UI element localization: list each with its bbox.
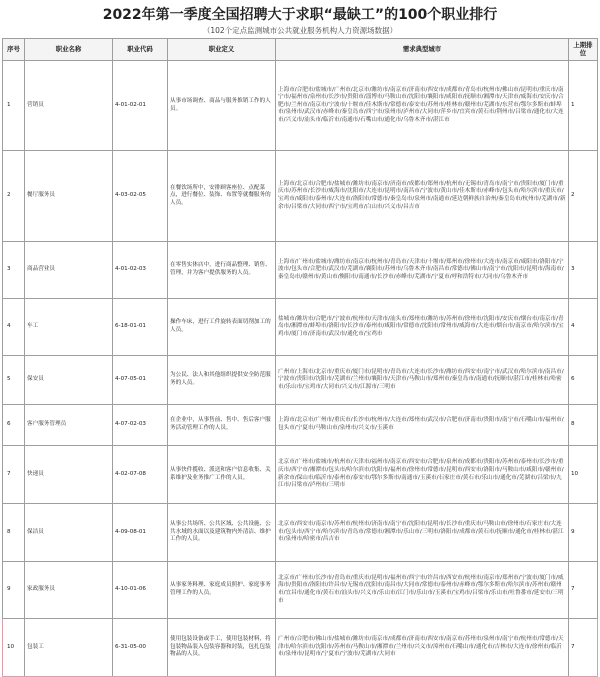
row-no: 9 [3, 562, 25, 619]
header-def: 职业定义 [168, 39, 276, 61]
row-no: 6 [3, 405, 25, 446]
row-code: 4-07-02-03 [113, 405, 168, 446]
row-code: 4-09-08-01 [113, 504, 168, 562]
row-no: 10 [3, 619, 25, 677]
row-name: 客户服务管理员 [25, 405, 113, 446]
table-row-highlighted [3, 619, 598, 677]
row-name: 快递员 [25, 446, 113, 504]
row-name: 餐厅服务员 [25, 151, 113, 242]
row-no: 4 [3, 299, 25, 356]
row-code: 4-10-01-06 [113, 562, 168, 619]
row-rank: 2 [569, 151, 598, 242]
row-rank: 9 [569, 504, 598, 562]
row-def: 操作车床，进行工件旋转表面切削加工的人员。 [168, 299, 276, 356]
row-cities: 北京市/西安市/南京市/苏州市/杭州市/济南市/南宁市/沈阳市/昆明市/长沙市/重庆市/马鞍山市/徐州市/石家庄市/大连市/包头市/西宁市/哈尔滨市/青岛市/常德市/湘潭市/乐山市/三明市/洛阳市/成都市/黄石市/抚顺市/通化市/桂林市/湛江市/泉州市/哈密市/昌吉市 [276, 504, 569, 562]
row-name: 包装工 [25, 619, 113, 677]
row-name: 车工 [25, 299, 113, 356]
row-code: 4-07-05-01 [113, 356, 168, 405]
row-def: 从事公共场所、公共区域、公共设施、公共水域的水面以及建筑物内外清洁、维护工作的人员。 [168, 504, 276, 562]
page-subtitle: （102个定点监测城市公共就业服务机构人力资源场数据） [202, 26, 398, 35]
row-cities: 广州市/上海市/北京市/重庆市/厦门市/昆明市/青岛市/大连市/长沙市/潍坊市/西安市/南宁市/武汉市/哈尔滨市/南昌市/宁波市/贵阳市/沈阳市/芜湖市/兰州市/襄阳市/天津市/马鞍山市/郑州市/秦皇岛市/南通市/抚顺市/湛江市/桂林市/哈密市/乐山市/宝鸡市/大同市/兴义市/江源市/三明市 [276, 356, 569, 405]
table-row [3, 562, 598, 619]
row-name: 保安员 [25, 356, 113, 405]
page-title: 2022年第一季度全国招聘大于求职“最缺工”的100个职业排行 [102, 7, 498, 23]
row-name: 家政服务员 [25, 562, 113, 619]
table-row [3, 405, 598, 446]
row-cities: 广州市/合肥市/佛山市/盐城市/潍坊市/南京市/成都市/济南市/西安市/南京市/苏州市/泉州市/南宁市/杭州市/常德市/天津市/哈尔滨市/沈阳市/苏州市/马鞍山市/湘潭市/兰州市/兴义市/漳州市/石嘴山市/通化市/吉林市/大连市/徐州市/临沂市/泉州市/昆明市/宁夏市/宁波市/芜湖市/大同市 [276, 619, 569, 677]
row-cities: 上海市/广州市/盐城市/潍坊市/南京市/杭州市/青岛市/天津市/十堰市/郑州市/徐州市/大连市/南京市/咸阳市/洛阳市/宁波市/包头市/合肥市/武汉市/芜湖市/襄阳市/苏州市/乌鲁木齐市/南昌市/常德市/佛山市/南宁市/沈阳市/昆明市/海南市/秦皇岛市/赣州市/黄山市/衡阳市/南通市/长沙市/赤峰市/芜湖市/宁夏市/呼和浩特市/大同市/乌鲁木齐市 [276, 242, 569, 299]
row-def: 在餐饮场所中，安排顾客座位、点配菜点，进行餐位、装饰、布置等就餐服务的人员。 [168, 151, 276, 242]
row-def: 在零售实体店中，进行商品整理、销售、管理，并为客户提供服务的人员。 [168, 242, 276, 299]
table-row [3, 151, 598, 242]
row-rank: 3 [569, 242, 598, 299]
table-header-row [3, 39, 598, 61]
row-rank: 4 [569, 299, 598, 356]
occupation-table [2, 38, 598, 677]
table-row [3, 299, 598, 356]
row-def: 从事市场调查、商品与服务推销工作的人员。 [168, 61, 276, 151]
row-code: 6-18-01-01 [113, 299, 168, 356]
table-row [3, 61, 598, 151]
table-row [3, 242, 598, 299]
header-code: 职业代码 [113, 39, 168, 61]
row-cities: 上海市/合肥市/盐城市/广州市/北京市/潍坊市/南京市/济南市/西安市/成都市/青岛市/杭州市/佛山市/昆明市/重庆市/南宁市/福州市/泉州市/长沙市/贵阳市/淄博市/马鞍山市/沈阳市/襄阳市/咸阳市/抚顺市/湘潭市/天津市/威海市/安庆市/合肥市/兰州市/南京市/宁波市/十堰市/佳木斯市/常德市/泰安市/苏州市/桂林市/赣州市/芜湖市/东营市/鄂尔多斯市/蚌埠市/泉州市/武汉市/赤峰市/秦皇岛市/西宁市/泉州市/泸州市/大同市/萍乡市/宜宾市/黄石市/荆州市/吕梁市/通化市/大连市/兴义市/汕头市/临沂市/南通市/石嘴山市/通化市/乌鲁木齐市/湛江市 [276, 61, 569, 151]
row-def: 为公民、法人和其他组织提供安全防范服务的人员。 [168, 356, 276, 405]
table-row [3, 446, 598, 504]
row-no: 2 [3, 151, 25, 242]
row-code: 4-01-02-01 [113, 61, 168, 151]
table-row [3, 504, 598, 562]
row-name: 保洁员 [25, 504, 113, 562]
row-name: 商品营业员 [25, 242, 113, 299]
row-rank: 6 [569, 356, 598, 405]
row-cities: 北京市/广州市/盐城市/杭州市/天津市/福州市/南京市/西安市/合肥市/泉州市/成都市/贵阳市/苏州市/泰州市/长沙市/重庆市/西宁市/湘潭市/包头市/哈尔滨市/沈阳市/福州市/徐州市/常德市/昆明市/西安市/洛阳市/马鞍山市/咸阳市/赣州市/新余市/保山市/临沂市/泰州市/泰安市/鄂尔多斯市/南通市/玉溪市/石家庄市/黄石市/乐山市/通化市/芜湖市/吕梁市/九江市/吕梁市/泸州市/三明市 [276, 446, 569, 504]
row-def: 在企业中，从事售前、售中、售后客户服务活动管理工作的人员。 [168, 405, 276, 446]
row-no: 3 [3, 242, 25, 299]
row-def: 使用包装设备或手工，使用包装材料，将包装物品装入包装容器和封装，包扎包装物品的人员。 [168, 619, 276, 677]
row-no: 8 [3, 504, 25, 562]
row-rank: 10 [569, 446, 598, 504]
row-def: 从事快件揽收、派送和客户信息收集、关系维护及业务推广工作的人员。 [168, 446, 276, 504]
header-name: 职业名称 [25, 39, 113, 61]
row-cities: 北京市/广州市/长沙市/青岛市/重庆市/昆明市/福州市/西宁市/许昌市/西安市/杭州市/南京市/郑州市/宁波市/厦门市/威海市/贵阳市/洛阳市/许昌市/无锡市/沈阳市/南昌市/大同市/常德市/泰州市/赤峰市/鄂尔多斯市/哈尔滨市/苏州市/赣州市/宜昌市/通化市/黄石市/汕头市/兴义市/乐山市/江门市/乐山市/玉溪市/宝鸡市/吕梁市/乐山市/吐鲁番市/延安市/三明市 [276, 562, 569, 619]
header-city: 需求典型城市 [276, 39, 569, 61]
row-code: 4-02-07-08 [113, 446, 168, 504]
row-code: 4-03-02-05 [113, 151, 168, 242]
header-no: 序号 [3, 39, 25, 61]
row-rank: 1 [569, 61, 598, 151]
row-rank: 8 [569, 405, 598, 446]
row-rank: 7 [569, 562, 598, 619]
row-code: 6-31-05-00 [113, 619, 168, 677]
row-no: 5 [3, 356, 25, 405]
row-code: 4-01-02-03 [113, 242, 168, 299]
row-no: 7 [3, 446, 25, 504]
table-row [3, 356, 598, 405]
row-cities: 盐城市/潍坊市/合肥市/宁波市/杭州市/天津市/汕头市/郑州市/潍坊市/苏州市/徐州市/沈阳市/安庆市/烟台市/南京市/青岛市/湘潭市/蚌埠市/洛阳市/长沙市/泰州市/咸阳市/常德市/沈阳市/常州市/威海市/大连市/烟台市/南京市/哈尔滨市/宝鸡市/厦门市/济南市/武汉市/通化市/宝鸡市 [276, 299, 569, 356]
row-cities: 上海市/北京市/合肥市/盐城市/潍坊市/南京市/济南市/成都市/郑州市/杭州市/无锡市/青岛市/南宁市/贵阳市/厦门市/重庆市/苏州市/长沙市/威海市/沈阳市/大连市/昆明市/南昌市/宁波市/黄山市/佳木斯市/赤峰市/包头市/哈尔滨市/重庆市/宝鸡市/咸阳市/泰州市/大连市/洛阳市/常德市/秦皇岛市/泉州市/南通市/延边朝鲜族自治州/秦皇岛市/杭州市/芜湖市/新余市/吕梁市/大同市/西宁市/宝鸡市/白山市/兴义市/昌吉市 [276, 151, 569, 242]
row-no: 1 [3, 61, 25, 151]
header-rank: 上期排位 [569, 39, 598, 61]
row-rank: 7 [569, 619, 598, 677]
row-cities: 上海市/北京市/广州市/重庆市/长沙市/杭州市/大连市/郑州市/武汉市/合肥市/济南市/贵阳市/南宁市/石嘴山市/福州市/包头市/宁夏市/马鞍山市/泉州市/兴义市/玉溪市 [276, 405, 569, 446]
row-def: 从事家务料理、家庭成员照护、家庭事务管理工作的人员。 [168, 562, 276, 619]
row-name: 营销员 [25, 61, 113, 151]
